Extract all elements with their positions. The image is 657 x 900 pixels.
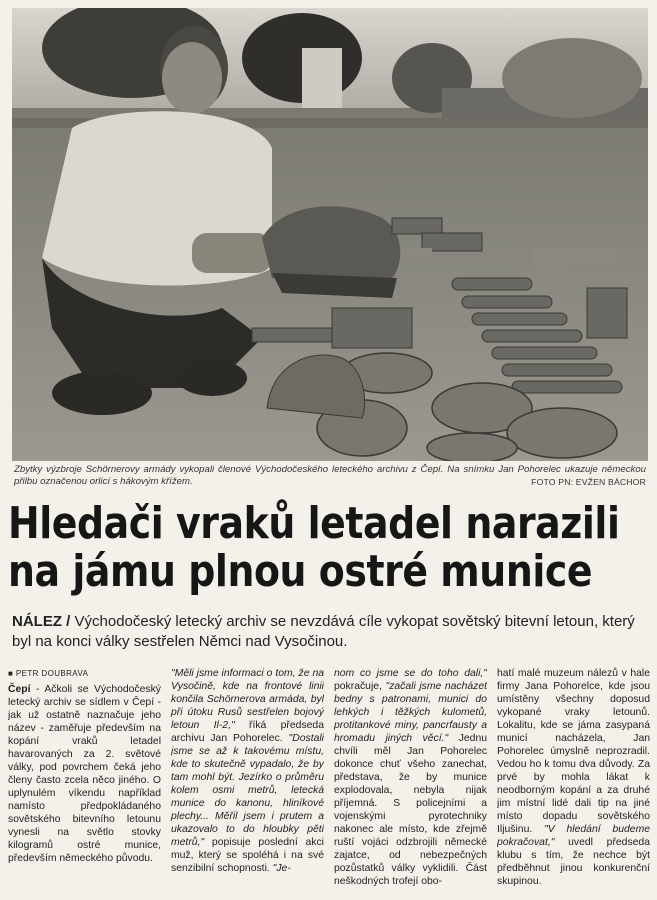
column-3-text: Jednu chvíli měl Jan Pohorelec dokonce chuť všeho zanechat, představa, že by munice explodovala, nebyla nijak příjemná. S policejními a vojenskými pyrotechniky nakonec ale místo, kde zřejmě ruští vojáci odzbrojili německé zajatce, od nebezpečných pozůstatků války vyklidili. Část neškodných trofejí obo- bbox=[334, 733, 487, 887]
lead-label: NÁLEZ / bbox=[12, 613, 71, 630]
headline-line-2: na jámu plnou ostré munice bbox=[8, 546, 593, 597]
author-byline: ■ PETR DOUBRAVA bbox=[8, 669, 89, 678]
quote: "V hledání budeme pokračovat," bbox=[497, 824, 650, 848]
quote: "Je- bbox=[272, 863, 291, 874]
article-column-1 bbox=[8, 667, 161, 895]
quote: "Dostali jsme se až k takovému místu, kde to skutečně vypadalo, že by tam mohl být. Jezírko o průměru kolem osmi metrů, letecká munice do kanonu, hliníkové plechy... Měřil jsem i prutem a ukazovalo to do hloubky pěti metrů," bbox=[171, 733, 324, 848]
column-3-text: pokračuje, bbox=[334, 681, 386, 692]
article-column-3 bbox=[334, 667, 487, 895]
news-photo bbox=[12, 8, 648, 461]
dateline: Čepí bbox=[8, 684, 31, 695]
headline-line-1: Hledači vraků letadel narazili bbox=[8, 498, 620, 549]
lead-text: Východočeský letecký archiv se nevzdává cíle vykopat sovětský bitevní letoun, který byl na konci války sestřelen Němci nad Vysočinou. bbox=[12, 613, 635, 650]
article-column-4 bbox=[497, 667, 650, 895]
caption-text: Zbytky výzbroje Schörnerovy armády vykopali členové Východočeského leteckého archivu z Čepí. Na snímku Jan Pohorelec ukazuje německou přilbu označenou orlicí s hákovým křížem. bbox=[14, 464, 646, 487]
photo-caption bbox=[14, 464, 646, 488]
headline bbox=[8, 498, 620, 597]
column-4-text: uvedl předseda klubu s tím, že nechce být předběhnut jinou konkurenční skupinou. bbox=[497, 837, 650, 887]
column-4-text: hatí malé muzeum nálezů v hale firmy Jana Pohorelce, kde jsou umístěny všechny doposud vykopané vraky letounů. Lokalitu, kde se jáma zasypaná municí nacházela, Jan Pohorelec úmyslně neprozradil. Vedou ho k tomu dva důvody. Za prvé by mohla lákat k neodborným kopání a za druhé jim místní lidé dali tip na jiné místo dopadu sovětského Iljušinu. bbox=[497, 668, 650, 835]
column-2-text: říká předseda archivu Jan Pohorelec. bbox=[171, 720, 324, 744]
lead-paragraph bbox=[12, 612, 648, 652]
quote: "začali jsme nacházet bedny s patronami, munici do lehkých i těžkých kulometů, protitankové miny, pancrfausty a hromadu jiných věcí." bbox=[334, 681, 487, 744]
photo-credit: FOTO PN: EVŽEN BÁCHOR bbox=[531, 477, 646, 487]
column-1-text: - Ačkoli se Východočeský letecký archiv se sídlem v Čepí - jak už ostatně naznačuje jeho název - zaměřuje především na kopání vraků letadel havarovaných za 2. světové války, pod povrchem čeká jeho členy často zcela něco jiného. O uplynulém víkendu například namísto předpokládaného sovětského bitevního letounu vynesli na světlo stovky kilogramů ostré munice, především německého původu. bbox=[8, 684, 161, 864]
column-2-text: popisuje poslední akci muž, který se spoléhá i na své senzibilní schopnosti. bbox=[171, 837, 324, 874]
quote: "Měli jsme informaci o tom, že na Vysočině, kde na frontové linii končila Schörnerova armáda, byl při útoku Rusů sestřelen bojový letoun Il-2," bbox=[171, 668, 324, 731]
photo-illustration bbox=[12, 8, 648, 461]
article-column-2 bbox=[171, 667, 324, 895]
quote: nom co jsme se do toho dali," bbox=[334, 668, 487, 679]
article-body bbox=[8, 667, 650, 895]
